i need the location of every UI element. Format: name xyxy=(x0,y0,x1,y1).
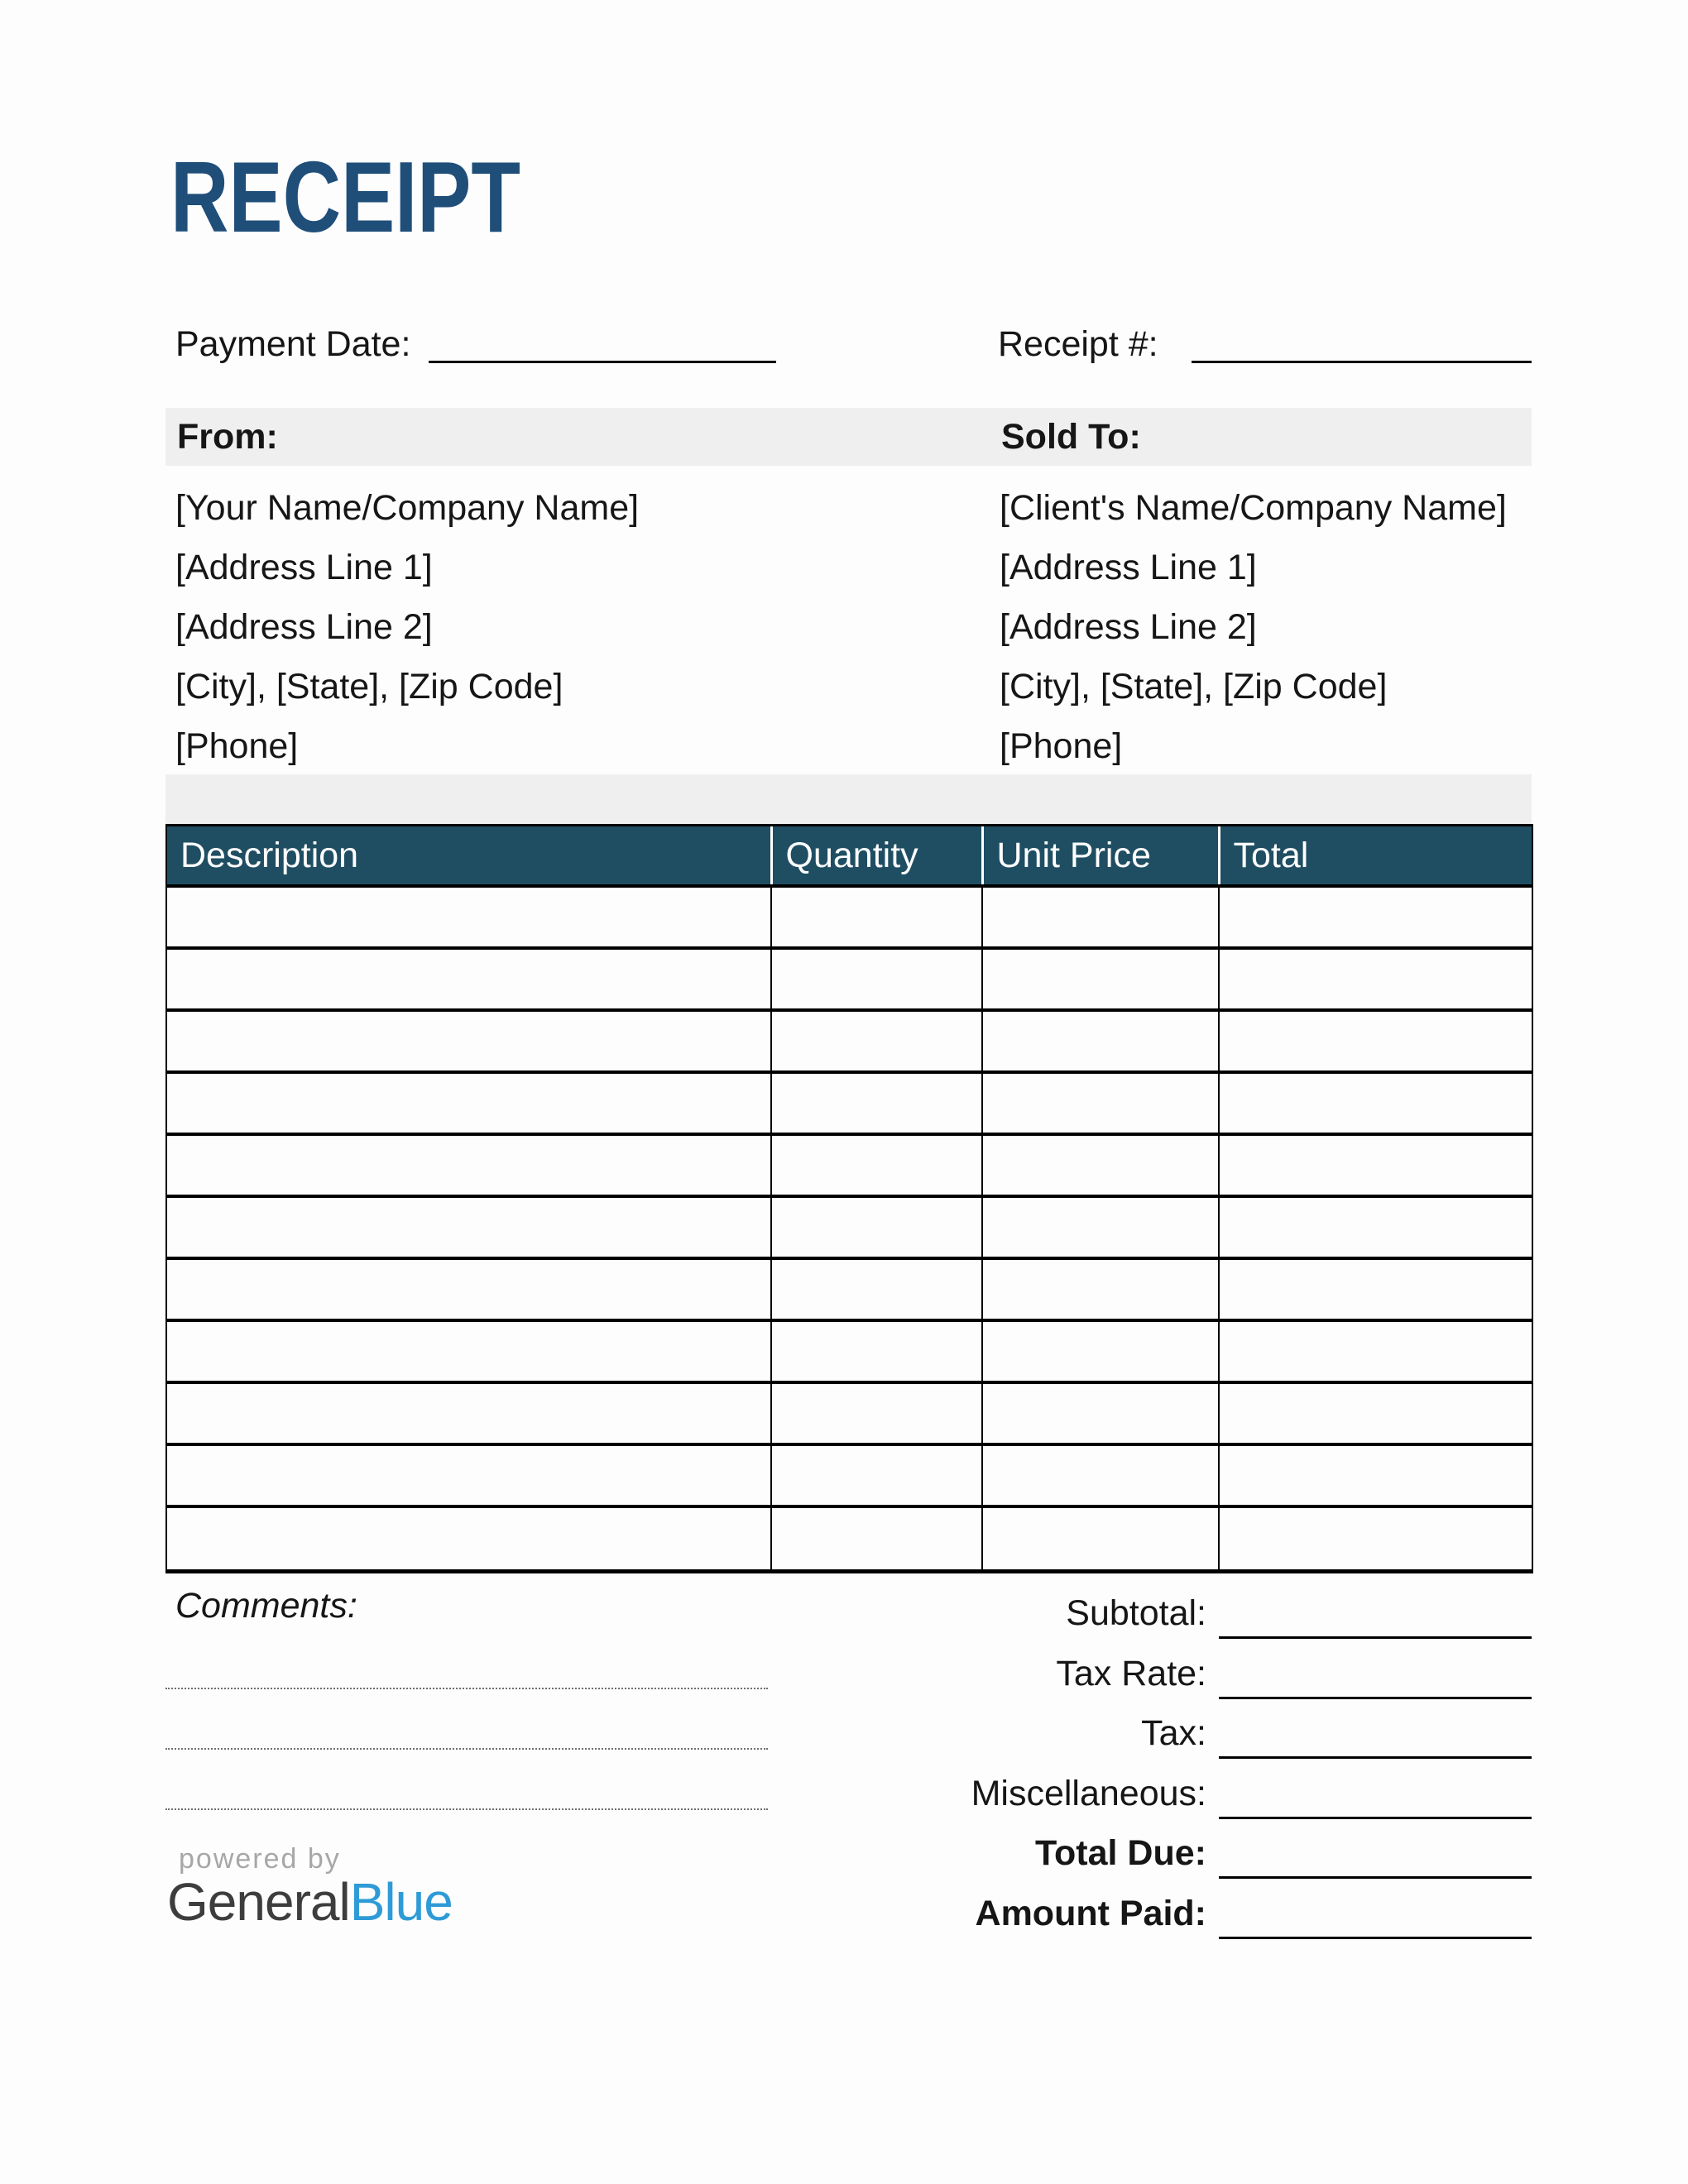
summary-row xyxy=(894,1703,1532,1764)
summary-label: Tax: xyxy=(1141,1713,1206,1753)
table-row xyxy=(166,1258,1532,1320)
summary-fill-line xyxy=(1219,1703,1532,1759)
meta-row xyxy=(165,323,1532,366)
address-placeholder-line: [City], [State], [Zip Code] xyxy=(1000,667,1388,706)
table-cell xyxy=(166,886,771,948)
table-cell xyxy=(771,1444,982,1506)
comments-line xyxy=(165,1748,768,1750)
summary-row xyxy=(894,1884,1532,1944)
table-cell xyxy=(771,1506,982,1572)
table-cell xyxy=(1219,1196,1532,1258)
table-cell xyxy=(166,948,771,1010)
payment-date-group xyxy=(165,323,998,366)
summary-row xyxy=(894,1644,1532,1704)
table-cell xyxy=(982,1010,1219,1072)
comments-label: Comments: xyxy=(175,1586,357,1626)
items-table-body xyxy=(166,886,1532,1572)
table-cell xyxy=(771,1258,982,1320)
table-row xyxy=(166,1072,1532,1134)
summary-label: Miscellaneous: xyxy=(971,1773,1206,1813)
table-row xyxy=(166,1444,1532,1506)
address-placeholder-line: [Address Line 1] xyxy=(175,548,433,587)
table-cell xyxy=(1219,1072,1532,1134)
summary-label: Amount Paid: xyxy=(975,1893,1206,1933)
table-cell xyxy=(771,1072,982,1134)
table-cell xyxy=(771,1010,982,1072)
column-header: Description xyxy=(166,826,771,887)
items-table xyxy=(165,824,1532,1573)
table-cell xyxy=(166,1506,771,1572)
table-cell xyxy=(982,1320,1219,1382)
table-row xyxy=(166,1506,1532,1572)
table-cell xyxy=(1219,1444,1532,1506)
summary-fill-line xyxy=(1219,1583,1532,1639)
items-table-grid xyxy=(165,824,1533,1573)
table-cell xyxy=(166,1258,771,1320)
comments-line xyxy=(165,1688,768,1689)
summary-fill-line xyxy=(1219,1884,1532,1939)
table-row xyxy=(166,1010,1532,1072)
table-cell xyxy=(982,1506,1219,1572)
table-cell xyxy=(1219,1506,1532,1572)
logo-text-general: General xyxy=(167,1872,350,1932)
table-cell xyxy=(166,1382,771,1444)
address-placeholder-line: [City], [State], [Zip Code] xyxy=(175,667,563,706)
table-cell xyxy=(1219,1258,1532,1320)
table-cell xyxy=(166,1010,771,1072)
logo-text-blue: Blue xyxy=(349,1872,453,1932)
summary-fill-line xyxy=(1219,1823,1532,1879)
table-cell xyxy=(982,1444,1219,1506)
payment-date-fill-line xyxy=(429,323,776,363)
payment-date-label: Payment Date: xyxy=(175,324,411,364)
table-cell xyxy=(771,886,982,948)
general-blue-logo xyxy=(167,1871,453,1933)
summary-row xyxy=(894,1823,1532,1884)
table-row xyxy=(166,1320,1532,1382)
table-cell xyxy=(982,1258,1219,1320)
sold-to-header: Sold To: xyxy=(1001,417,1141,457)
summary-section xyxy=(894,1583,1532,1943)
table-cell xyxy=(1219,1382,1532,1444)
items-table-header-row xyxy=(166,826,1532,887)
table-cell xyxy=(166,1072,771,1134)
table-cell xyxy=(982,1134,1219,1196)
address-placeholder-line: [Phone] xyxy=(175,726,299,766)
column-header: Unit Price xyxy=(982,826,1219,887)
column-header: Quantity xyxy=(771,826,982,887)
receipt-number-group xyxy=(998,323,1532,366)
table-cell xyxy=(166,1134,771,1196)
summary-label: Subtotal: xyxy=(1066,1593,1206,1633)
summary-label: Tax Rate: xyxy=(1056,1653,1206,1693)
table-cell xyxy=(166,1444,771,1506)
table-cell xyxy=(771,1382,982,1444)
comments-line xyxy=(165,1808,768,1810)
table-row xyxy=(166,1134,1532,1196)
table-row xyxy=(166,1196,1532,1258)
column-header: Total xyxy=(1219,826,1532,887)
receipt-number-fill-line xyxy=(1192,323,1532,363)
table-cell xyxy=(771,1134,982,1196)
table-row xyxy=(166,1382,1532,1444)
powered-by-text: powered by xyxy=(179,1843,341,1875)
party-header-band xyxy=(165,408,1532,466)
table-cell xyxy=(1219,948,1532,1010)
table-row xyxy=(166,886,1532,948)
sold-to-address-column xyxy=(990,478,1532,776)
from-header: From: xyxy=(177,417,278,457)
table-cell xyxy=(771,1320,982,1382)
summary-label: Total Due: xyxy=(1034,1833,1206,1873)
table-row xyxy=(166,948,1532,1010)
table-top-band xyxy=(165,774,1532,824)
table-cell xyxy=(982,1196,1219,1258)
table-cell xyxy=(982,1072,1219,1134)
address-placeholder-line: [Client's Name/Company Name] xyxy=(1000,488,1507,528)
address-placeholder-line: [Address Line 2] xyxy=(175,607,433,647)
address-placeholder-line: [Your Name/Company Name] xyxy=(175,488,640,528)
summary-fill-line xyxy=(1219,1644,1532,1699)
address-placeholder-line: [Address Line 2] xyxy=(1000,607,1257,647)
table-cell xyxy=(166,1320,771,1382)
table-cell xyxy=(1219,1010,1532,1072)
from-address-column xyxy=(165,478,990,776)
table-cell xyxy=(1219,1134,1532,1196)
table-cell xyxy=(771,948,982,1010)
table-cell xyxy=(982,1382,1219,1444)
receipt-number-label: Receipt #: xyxy=(998,324,1158,364)
summary-fill-line xyxy=(1219,1764,1532,1819)
address-placeholder-line: [Address Line 1] xyxy=(1000,548,1257,587)
address-placeholder-line: [Phone] xyxy=(1000,726,1123,766)
summary-row xyxy=(894,1583,1532,1644)
table-cell xyxy=(771,1196,982,1258)
table-cell xyxy=(1219,1320,1532,1382)
address-block xyxy=(165,478,1532,776)
table-cell xyxy=(982,948,1219,1010)
table-cell xyxy=(1219,886,1532,948)
table-cell xyxy=(982,886,1219,948)
table-cell xyxy=(166,1196,771,1258)
summary-row xyxy=(894,1764,1532,1824)
items-table-header xyxy=(166,826,1532,887)
page-title: RECEIPT xyxy=(170,141,520,253)
